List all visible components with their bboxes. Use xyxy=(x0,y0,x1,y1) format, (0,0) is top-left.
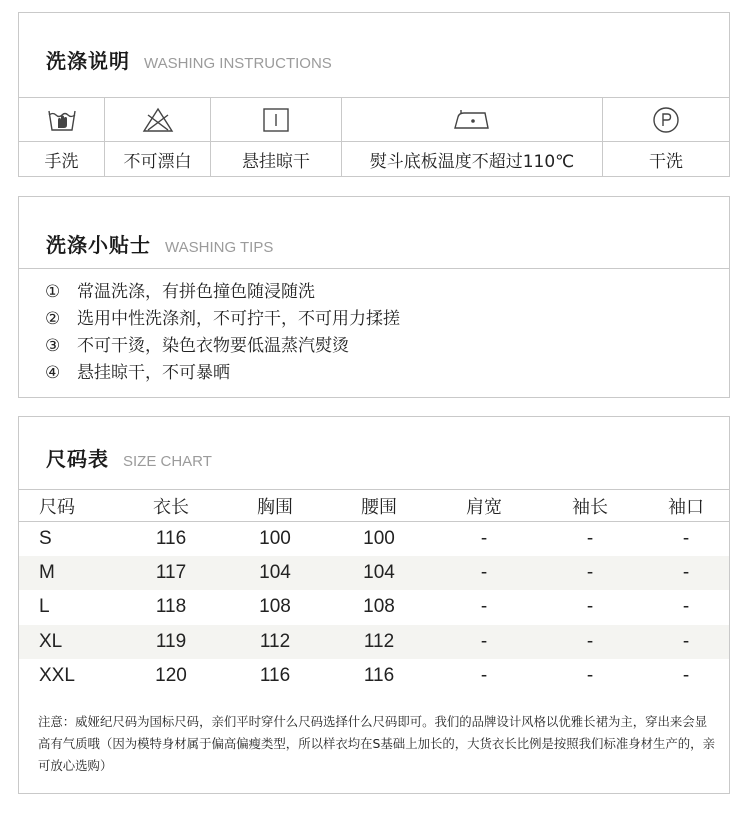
waist-cell: 104 xyxy=(363,562,395,584)
list-item xyxy=(45,279,400,306)
washing-tips-panel xyxy=(18,196,730,398)
table-row xyxy=(19,659,729,693)
list-item xyxy=(45,360,400,387)
cuff-cell: - xyxy=(682,665,690,687)
tips-divider xyxy=(19,268,729,269)
iron-low-icon xyxy=(342,98,603,141)
size-subtitle: SIZE CHART xyxy=(123,453,212,470)
bust-cell: 100 xyxy=(259,527,291,549)
size-cell: M xyxy=(39,562,55,584)
sleeve-cell: - xyxy=(586,596,594,618)
waist-cell: 112 xyxy=(363,630,395,652)
size-title: 尺码表 xyxy=(46,447,109,471)
bust-cell: 112 xyxy=(259,630,291,652)
length-cell: 117 xyxy=(155,562,187,584)
washing-subtitle: WASHING INSTRUCTIONS xyxy=(144,55,332,72)
tip-text: 悬挂晾干，不可暴晒 xyxy=(77,363,230,383)
cuff-cell: - xyxy=(682,596,690,618)
tip-number: ② xyxy=(45,309,61,329)
header-cuff: 袖口 xyxy=(668,496,704,518)
shoulder-cell: - xyxy=(480,562,488,584)
washing-title: 洗涤说明 xyxy=(46,49,130,73)
length-cell: 119 xyxy=(155,630,187,652)
no-bleach-label: 不可漂白 xyxy=(123,152,192,172)
tips-list xyxy=(45,279,400,387)
length-cell: 118 xyxy=(155,596,187,618)
header-size: 尺码 xyxy=(39,496,75,518)
washing-symbol-grid xyxy=(19,97,729,177)
shoulder-cell: - xyxy=(480,630,488,652)
tip-number: ④ xyxy=(45,363,61,383)
list-item xyxy=(45,333,400,360)
length-cell: 120 xyxy=(155,665,187,687)
shoulder-cell: - xyxy=(480,665,488,687)
waist-cell: 108 xyxy=(363,596,395,618)
table-header-row xyxy=(19,490,729,522)
tip-text: 常温洗涤，有拼色撞色随浸随洗 xyxy=(77,282,315,302)
size-header xyxy=(46,443,212,472)
bust-cell: 116 xyxy=(259,665,291,687)
hand-wash-label: 手洗 xyxy=(44,152,79,172)
washing-instructions-panel xyxy=(18,12,730,177)
tip-text: 不可干烫，染色衣物要低温蒸汽熨烫 xyxy=(77,336,349,356)
waist-cell: 116 xyxy=(363,665,395,687)
size-note: 注意：威娅纪尺码为国标尺码，亲们平时穿什么尺码选择什么尺码即可。我们的品牌设计风格以优雅长裙为主，穿出来会显高有气质哦（因为模特身材属于偏高偏瘦类型，所以样衣均在S基础上加长的，大货衣长比例是按照我们标准身材生产的，亲可放心选购） xyxy=(38,714,715,773)
table-row xyxy=(19,590,729,624)
size-cell: XXL xyxy=(39,665,75,687)
table-row xyxy=(19,625,729,659)
table-row xyxy=(19,556,729,590)
sleeve-cell: - xyxy=(586,630,594,652)
tips-subtitle: WASHING TIPS xyxy=(165,239,274,256)
hand-wash-icon xyxy=(19,98,105,141)
washing-icon-row xyxy=(19,97,729,142)
tip-number: ① xyxy=(45,282,61,302)
size-table xyxy=(19,489,729,693)
sleeve-cell: - xyxy=(586,527,594,549)
tips-title: 洗涤小贴士 xyxy=(46,233,151,257)
cuff-cell: - xyxy=(682,527,690,549)
bust-cell: 108 xyxy=(259,596,291,618)
tip-text: 选用中性洗涤剂，不可拧干，不可用力揉搓 xyxy=(77,309,400,329)
bust-cell: 104 xyxy=(259,562,291,584)
shoulder-cell: - xyxy=(480,527,488,549)
no-bleach-icon xyxy=(105,98,211,141)
size-cell: L xyxy=(39,596,50,618)
tip-number: ③ xyxy=(45,336,61,356)
sleeve-cell: - xyxy=(586,665,594,687)
cuff-cell: - xyxy=(682,630,690,652)
header-waist: 腰围 xyxy=(361,496,397,518)
size-chart-panel xyxy=(18,416,730,794)
hang-dry-label: 悬挂晾干 xyxy=(242,152,310,172)
washing-label-row xyxy=(19,142,729,177)
header-sleeve: 袖长 xyxy=(572,496,608,518)
length-cell: 116 xyxy=(155,527,187,549)
waist-cell: 100 xyxy=(363,527,395,549)
iron-label: 熨斗底板温度不超过110℃ xyxy=(369,152,575,172)
dry-clean-p-icon xyxy=(603,98,729,141)
header-length: 衣长 xyxy=(153,496,189,518)
shoulder-cell: - xyxy=(480,596,488,618)
sleeve-cell: - xyxy=(586,562,594,584)
table-row xyxy=(19,522,729,556)
cuff-cell: - xyxy=(682,562,690,584)
header-bust: 胸围 xyxy=(257,496,293,518)
tips-header xyxy=(46,229,273,258)
list-item xyxy=(45,306,400,333)
size-cell: S xyxy=(39,527,52,549)
size-cell: XL xyxy=(39,630,63,652)
washing-header xyxy=(46,45,332,74)
hang-dry-icon xyxy=(211,98,342,141)
header-shoulder: 肩宽 xyxy=(466,496,502,518)
dry-clean-label: 干洗 xyxy=(649,152,683,172)
